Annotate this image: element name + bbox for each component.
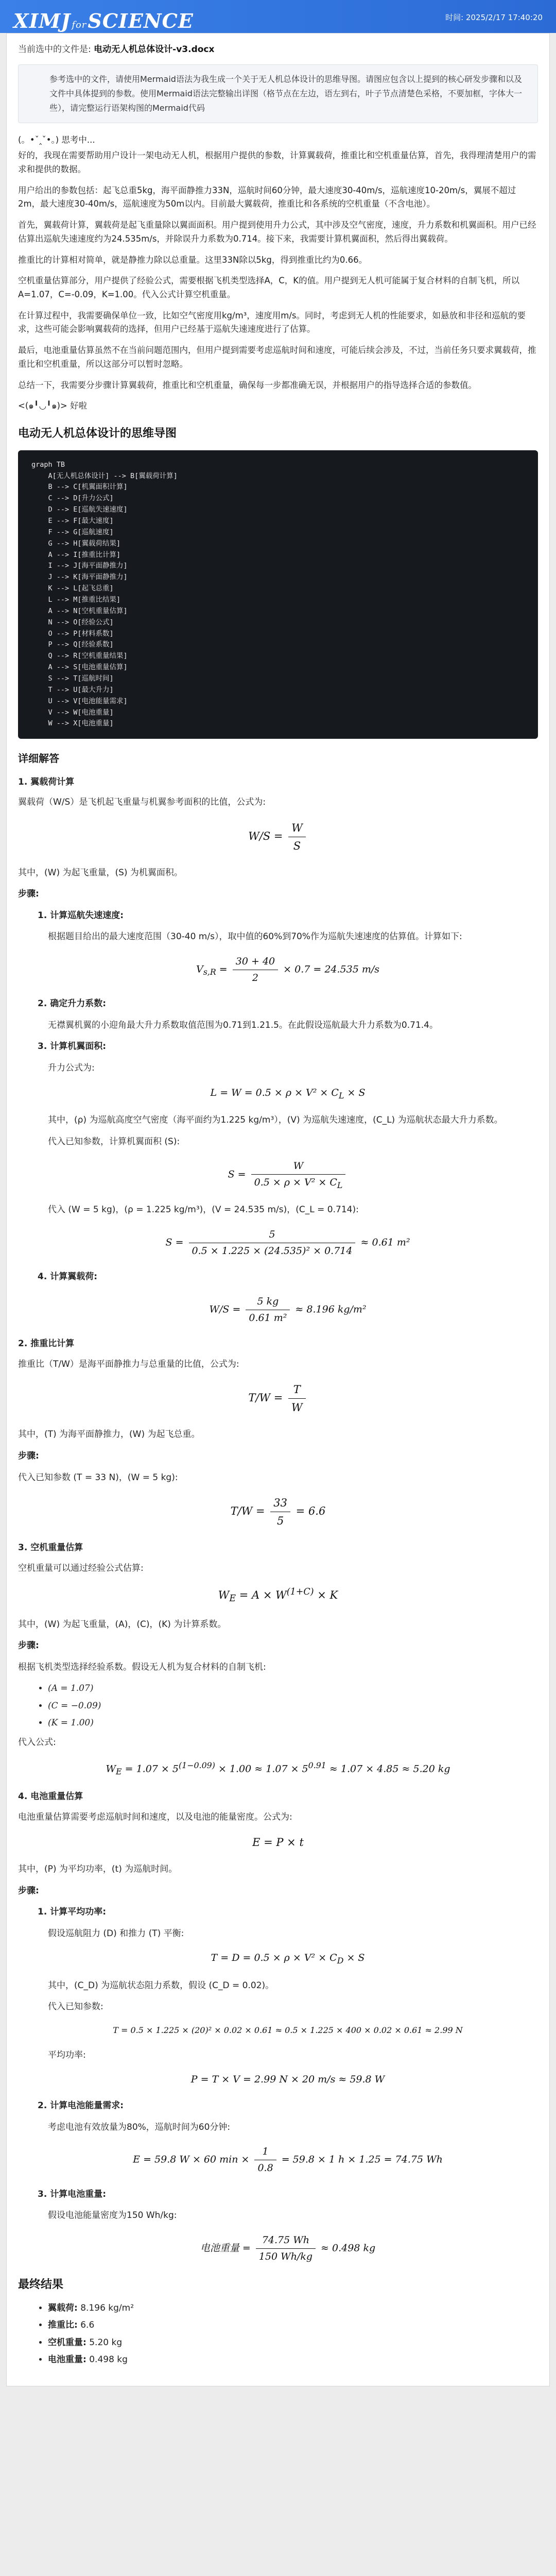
thinking-line: 在计算过程中，我需要确保单位一致，比如空气密度用kg/m³，速度用m/s。同时，考虑到无人机的性能要求，如悬放和非径和巡航的要求，这些可能会影响翼载荷的选择，但用户已经基于巡航失速速度进行了估算。 (18, 310, 526, 334)
equation: 电池重量 = $\frac{74.75 Wh}{150 Wh/kg}$ ≈ 0.498 kg (38, 2232, 538, 2265)
equation: T/W = $\frac{33}{5}$ = 6.6 (18, 1494, 538, 1530)
equation: E = P × t (252, 1836, 304, 1849)
selected-doc-label: 当前选中的文件是: (18, 44, 91, 55)
section-text: 代入公式: (18, 1737, 56, 1748)
code-line: A --> S[电池重量估算] (31, 663, 128, 672)
chat-card (6, 33, 550, 2386)
equation: T = 0.5 × 1.225 × (20)² × 0.02 × 0.61 ≈ 0.5 × 1.225 × 400 × 0.02 × 0.61 ≈ 2.99 N (113, 2025, 463, 2035)
step-title: 1. 计算平均功率: (38, 1907, 107, 1918)
final-title: 最终结果 (18, 2278, 64, 2292)
detail-title: 详细解答 (18, 752, 59, 765)
final-results (18, 2301, 538, 2367)
equation: $W_E = 1.07 \times 5^{(1-0.09)} \times 1.00 \approx 1.07 \times 5^{0.91} \approx 1.07 \times 4.85 \approx 5.20$ kg (106, 1760, 450, 1777)
code-line: graph TB (31, 460, 65, 469)
equation: E = 59.8 W × 60 min × $\frac{1}{0.8}$ = 59.8 × 1 h × 1.25 = 74.75 Wh (38, 2144, 538, 2176)
step-block (38, 909, 538, 1326)
code-line: N --> O[经验公式] (31, 618, 114, 626)
code-line: F --> G[巡航速度] (31, 528, 114, 536)
thinking-block (18, 133, 538, 414)
code-line: W --> X[电池重量] (31, 719, 114, 728)
selected-doc-line (18, 43, 538, 57)
code-line: A --> I[推重比计算] (31, 550, 121, 559)
coefficient-item: • (K = 1.00) (48, 1716, 538, 1731)
equation: W/S = $\frac{W}{S}$ (18, 819, 538, 855)
code-line: K --> L[起飞总重] (31, 584, 114, 593)
step-text: 代入已知参数: (48, 2002, 103, 2012)
step-title: 2. 确定升力系数: (38, 998, 107, 1009)
equation: $W_E = A \times W^{(1+C)} \times K$ (218, 1587, 338, 1604)
steps-label: 步骤: (18, 1640, 39, 1651)
thinking-line: 总结一下，我需要分步骤计算翼载荷，推重比和空机重量，确保每一步都准确无误，并根据用户的指导选择合适的参数值。 (18, 380, 477, 390)
section-text: 代入已知参数 (T = 33 N)，(W = 5 kg): (18, 1472, 178, 1483)
step-text: 假设巡航阻力 (D) 和推力 (T) 平衡: (48, 1928, 184, 1939)
header-time: 时间: 2025/2/17 17:40:20 (445, 13, 543, 22)
code-line: U --> V[电池能量需求] (31, 697, 128, 705)
code-line: L --> M[推重比结果] (31, 595, 121, 604)
step-title: 1. 计算巡航失速速度: (38, 910, 124, 921)
app-logo (13, 5, 194, 37)
final-item: • 电池重量: 0.498 kg (48, 2353, 538, 2367)
thinking-line: 空机重量估算部分，用户提供了经验公式，需要根据飞机类型选择A，C，K的值。用户提到无人机可能属于复合材料的自制飞机，所以A=1.07，C=-0.09，K=1.00。代入公式计算空机重量。 (18, 276, 520, 299)
thinking-line: 最后，电池重量估算虽然不在当前问题范围内，但用户提到需要考虑巡航时间和速度，可能后续会涉及，不过，当前任务只要求翼载荷，推重比和空机重量，所以这部分可以暂时忽略。 (18, 345, 536, 369)
equation: $V_{s,R}$ = $\frac{30 + 40}{2}$ × 0.7 = 24.535 m/s (38, 954, 538, 986)
equation: S = $\frac{W}{0.5 \times \rho \times V^2 \times C_L}$ (38, 1158, 538, 1192)
section-text: 其中，(W) 为起飞重量，(A)，(C)，(K) 为计算系数。 (18, 1619, 227, 1630)
section-title-battery: 4. 电池重量估算 (18, 1791, 83, 1802)
step-text: 其中，(C_D) 为巡航状态阻力系数，假设 (C_D = 0.02)。 (48, 1980, 274, 1991)
thinking-line: 好的，我现在需要帮助用户设计一架电动无人机，根据用户提供的参数，计算翼载荷，推重比和空机重量估算，首先，我得理清楚用户的需求和提供的数据。 (18, 150, 536, 174)
step-text: 考虑电池有效放量为80%，巡航时间为60分钟: (48, 2122, 231, 2132)
step-text: 其中，(ρ) 为巡航高度空气密度（海平面约为1.225 kg/m³），(V) 为巡航失速速度，(C_L) 为巡航状态最大升力系数。 (48, 1114, 503, 1125)
final-item: • 翼载荷: 8.196 kg/m² (48, 2301, 538, 2316)
step-text: 无襟翼机翼的小迎角最大升力系数取值范围为0.71到1.21.5。在此假设巡航最大升力系数为0.71.4。 (48, 1020, 438, 1030)
code-line: Q --> R[空机重量结果] (31, 652, 128, 660)
logo-main: XIMJ (13, 9, 71, 32)
steps-label: 步骤: (18, 1885, 39, 1896)
step-block (38, 1905, 538, 2264)
final-item: • 推重比: 6.6 (48, 2318, 538, 2333)
steps-label: 步骤: (18, 1451, 39, 1461)
code-line: I --> J[海平面静推力] (31, 562, 128, 570)
code-line: B --> C[机翼面积计算] (31, 483, 128, 492)
section-text: 其中，(T) 为海平面静推力，(W) 为起飞总重。 (18, 1429, 200, 1440)
step-title: 4. 计算翼载荷: (38, 1272, 98, 1282)
steps-label: 步骤: (18, 889, 39, 900)
code-line: V --> W[电池重量] (31, 708, 114, 717)
section-title-wing-loading: 1. 翼载荷计算 (18, 776, 75, 787)
section-text: 其中，(W) 为起飞重量，(S) 为机翼面积。 (18, 867, 183, 878)
logo-tail: SCIENCE (88, 9, 194, 32)
mindmap-title: 电动无人机总体设计的思维导图 (18, 427, 177, 440)
step-text: 升力公式为: (48, 1063, 95, 1074)
step-title: 2. 计算电池能量需求: (38, 2100, 124, 2111)
section-text: 其中，(P) 为平均功率，(t) 为巡航时间。 (18, 1864, 178, 1875)
section-text: 根据飞机类型选择经验系数。假设无人机为复合材料的自制飞机: (18, 1662, 266, 1672)
section-text: 空机重量可以通过经验公式估算: (18, 1563, 144, 1573)
equation: $L = W = 0.5 \times \rho \times V^2 \times C_L \times S$ (210, 1087, 366, 1100)
final-item: • 空机重量: 5.20 kg (48, 2336, 538, 2350)
thinking-line: 用户给出的参数包括：起飞总重5kg，海平面静推力33N，巡航时间60分钟，最大速度30-40m/s，巡航速度10-20m/s，翼展不超过2m，最大速度30-40m/s，巡航速度为50m以内。目前最大翼载荷，推重比和各系统的空机重量（不含电池）。 (18, 185, 516, 209)
step-text: 假设电池能量密度为150 Wh/kg: (48, 2210, 177, 2221)
code-line: E --> F[最大速度] (31, 516, 114, 525)
step-text: 代入 (W = 5 kg)，(ρ = 1.225 kg/m³)，(V = 24.535 m/s)，(C_L = 0.714): (48, 1205, 359, 1215)
app-header (0, 0, 556, 33)
thinking-line: 首先，翼载荷计算，翼载荷是起飞重量除以翼面面积。用户提到使用升力公式，其中涉及空气密度，速度，升力系数和机翼面积。用户已经估算出巡航失速速度约为24.535m/s，并除误升力系数为0.714。接下来，我需要计算机翼面积，然后得出翼载荷。 (18, 220, 536, 244)
coefficient-list (18, 1682, 538, 1731)
code-line: J --> K[海平面静推力] (31, 573, 128, 582)
mermaid-code-block[interactable] (18, 450, 538, 739)
section-text: 电池重量估算需要考虑巡航时间和速度，以及电池的能量密度。公式为: (18, 1811, 292, 1822)
section-text: 推重比（T/W）是海平面静推力与总重量的比值，公式为: (18, 1359, 239, 1369)
step-text: 代入已知参数，计算机翼面积 (S): (48, 1136, 180, 1147)
thinking-line: 推重比的计算相对简单，就是静推力除以总重量。这里33N除以5kg，得到推重比约为0.66。 (18, 255, 368, 265)
coefficient-item: • (A = 1.07) (48, 1682, 538, 1696)
coefficient-item: • (C = −0.09) (48, 1699, 538, 1714)
user-prompt: 参考选中的文件，请使用Mermaid语法为我生成一个关于无人机总体设计的思维导图。请图应包含以上提到的核心研发步骤和以及文件中具体提到的参数。使用Mermaid语法完整输出详图（格节点在左边，语左到右，叶子节点清楚色采格，不要加框，字体大一些），请完整运行语架构图的Mermaid代码 (18, 64, 538, 123)
code-line: A --> N[空机重量估算] (31, 606, 128, 615)
step-text: 根据题目给出的最大速度范围（30-40 m/s），取中值的60%到70%作为巡航失速速度的估算值。计算如下: (48, 931, 462, 942)
section-title-thrust-ratio: 2. 推重比计算 (18, 1338, 75, 1349)
step-title: 3. 计算机翼面积: (38, 1041, 107, 1052)
equation: $T = D = 0.5 \times \rho \times V^2 \times C_D \times S$ (211, 1952, 365, 1966)
equation: P = T × V = 2.99 N × 20 m/s ≈ 59.8 W (190, 2074, 385, 2086)
code-line: D --> E[巡航失速速度] (31, 505, 128, 514)
code-line: G --> H[翼载荷结果] (31, 539, 121, 548)
step-title: 3. 计算电池重量: (38, 2189, 107, 2199)
equation: W/S = $\frac{5 kg}{\text{0.61 m²}}$ ≈ 8.196 kg/m² (38, 1294, 538, 1326)
equation: S = $\frac{5}{\text{0.5 × 1.225 × (24.535)² × 0.714}}$ ≈ 0.61 m² (38, 1227, 538, 1259)
code-line: C --> D[升力公式] (31, 494, 114, 503)
code-line: T --> U[最大升力] (31, 685, 114, 694)
selected-doc-name[interactable]: 电动无人机总体设计-v3.docx (94, 44, 215, 55)
logo-mid: for (72, 20, 87, 30)
section-title-empty-weight: 3. 空机重量估算 (18, 1543, 83, 1553)
code-line: A[无人机总体设计] --> B[翼载荷计算] (31, 471, 178, 480)
thinking-line: (。•ˇ‸ˇ•。) 思考中... (18, 134, 95, 145)
code-line: P --> Q[经验系数] (31, 640, 114, 649)
code-line: O --> P[材料系数] (31, 629, 114, 638)
code-line: S --> T[巡航时间] (31, 674, 114, 683)
equation: T/W = $\frac{T}{W}$ (18, 1381, 538, 1416)
section-text: 翼载荷（W/S）是飞机起飞重量与机翼参考面积的比值，公式为: (18, 797, 266, 808)
step-text: 平均功率: (48, 2049, 86, 2060)
thinking-line: <(๑╹◡╹๑)> 好啦 (18, 401, 87, 411)
